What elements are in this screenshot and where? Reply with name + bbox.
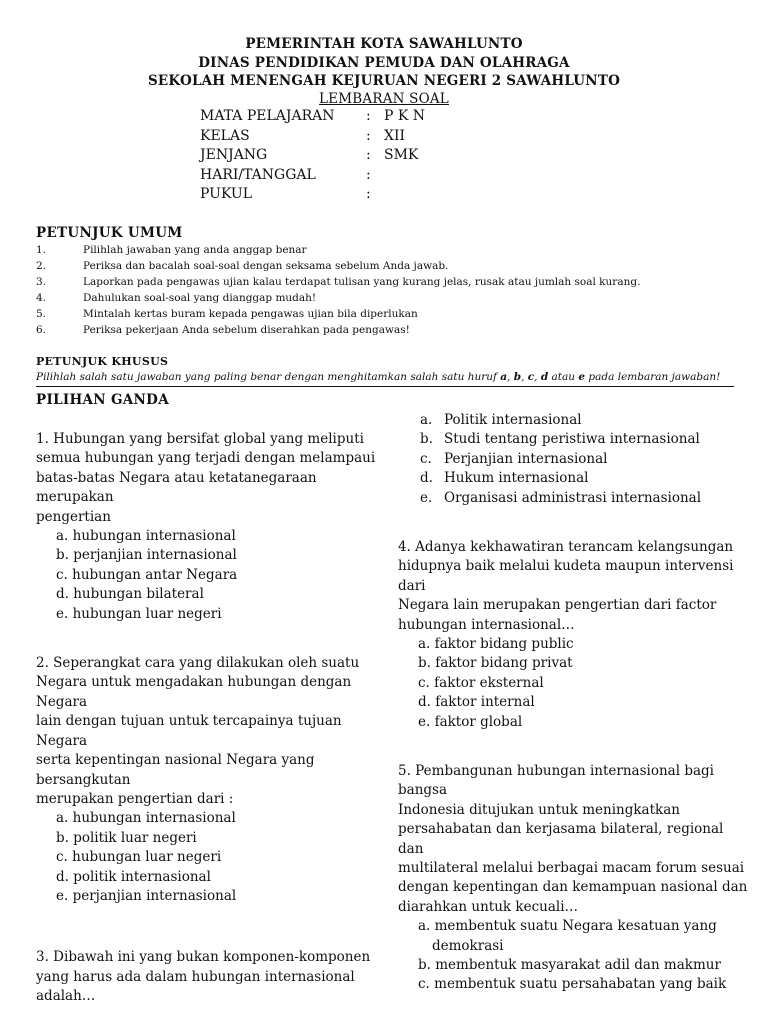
instruction-text: Mintalah kertas buram kepada pengawas ujian bila diperlukan [83, 308, 418, 320]
spacer [398, 508, 748, 538]
answer-option[interactable]: c. hubungan antar Negara [56, 566, 238, 583]
question-4 [398, 538, 748, 732]
meta-colon: : [366, 167, 371, 183]
question-line: semua hubungan yang terjadi dengan melampaui [36, 450, 376, 467]
meta-colon: : [366, 108, 371, 124]
instruction-num: 3. [36, 276, 47, 288]
question-line: persahabatan dan kerjasama bilateral, regional dan [398, 821, 724, 857]
answer-option[interactable] [420, 489, 748, 508]
question-line: yang harus ada dalam hubungan internasional [36, 968, 355, 985]
question-line: serta kepentingan nasional Negara yang bersangkutan [36, 752, 315, 788]
option-text: Perjanjian internasional [444, 450, 608, 467]
answer-option[interactable]: d. politik internasional [56, 868, 211, 885]
answer-option[interactable]: a. hubungan internasional [56, 810, 236, 827]
answer-option[interactable] [420, 469, 748, 488]
answer-option[interactable]: e. perjanjian internasional [56, 887, 237, 904]
left-column [36, 430, 386, 1007]
instruction-num: 4. [36, 292, 47, 304]
question-5 [398, 762, 748, 995]
answer-option[interactable]: a. faktor bidang public [418, 635, 574, 652]
question-line: hidupnya baik melalui kudeta maupun intervensi dari [398, 558, 734, 594]
meta-key: MATA PELAJARAN [200, 108, 335, 124]
question-3 [36, 948, 386, 1006]
right-column [398, 411, 748, 995]
answer-option[interactable] [420, 411, 748, 430]
meta-value: P K N [384, 108, 426, 124]
question-line: merupakan pengertian dari : [36, 790, 234, 807]
answer-option[interactable]: c. membentuk suatu persahabatan yang baik [418, 976, 727, 993]
question-line: lain dengan tujuan untuk tercapainya tujuan Negara [36, 713, 342, 749]
instruction-text: Laporkan pada pengawas ujian kalau terdapat tulisan yang kurang jelas, rusak atau jumlah soal kurang. [83, 276, 641, 288]
meta-key: KELAS [200, 128, 250, 144]
answer-option[interactable]: b. membentuk masyarakat adil dan makmur [418, 957, 721, 974]
meta-colon: : [366, 147, 371, 163]
question-line: diarahkan untuk kecuali… [398, 898, 579, 915]
answer-option[interactable]: e. faktor global [418, 713, 523, 730]
multiple-choice-title: PILIHAN GANDA [36, 392, 169, 408]
answer-option[interactable] [420, 450, 748, 469]
option-letter: d. [420, 470, 433, 487]
answer-option[interactable]: b. perjanjian internasional [56, 547, 237, 564]
question-line: 1. Hubungan yang bersifat global yang meliputi [36, 431, 364, 447]
option-text: Politik internasional [444, 412, 582, 428]
instruction-num: 5. [36, 308, 47, 320]
meta-colon: : [366, 186, 371, 202]
option-letter: a. [420, 412, 433, 428]
question-3-options [398, 411, 748, 508]
answer-option[interactable]: a. membentuk suatu Negara kesatuan yang [418, 918, 717, 935]
option-text: Studi tentang peristiwa internasional [444, 431, 700, 448]
option-letter: b. [420, 431, 433, 448]
question-line: adalah… [36, 988, 96, 1005]
answer-option[interactable]: d. faktor internal [418, 694, 535, 711]
meta-value: SMK [384, 147, 419, 163]
spacer [36, 624, 386, 654]
question-line: multilateral melalui berbagai macam forum sesuai [398, 860, 745, 877]
answer-option[interactable]: d. hubungan bilateral [56, 586, 204, 603]
answer-option[interactable] [420, 430, 748, 449]
question-line: Negara untuk mengadakan hubungan dengan Negara [36, 674, 352, 710]
meta-value: XII [384, 128, 406, 144]
question-line: 5. Pembangunan hubungan internasional bagi bangsa [398, 763, 714, 799]
question-line: 2. Seperangkat cara yang dilakukan oleh suatu [36, 655, 360, 672]
question-line: batas-batas Negara atau ketatanegaraan merupakan [36, 469, 317, 506]
header-line-3: SEKOLAH MENENGAH KEJURUAN NEGERI 2 SAWAHLUNTO [147, 73, 621, 89]
instruction-text: Periksa dan bacalah soal-soal dengan seksama sebelum Anda jawab. [83, 260, 449, 272]
option-letter: e. [420, 489, 433, 506]
option-text: Hukum internasional [444, 470, 589, 487]
instruction-num: 2. [36, 260, 47, 272]
answer-option[interactable]: b. politik luar negeri [56, 829, 197, 846]
instruction-text: Periksa pekerjaan Anda sebelum diserahkan pada pengawas! [83, 324, 410, 336]
answer-option[interactable]: c. faktor eksternal [418, 674, 544, 691]
instruction-text: Pilihlah jawaban yang anda anggap benar [83, 244, 307, 256]
question-line: dengan kepentingan dan kemampuan nasional dan [398, 879, 748, 896]
instruction-num: 1. [36, 244, 47, 256]
answer-option[interactable]: b. faktor bidang privat [418, 655, 573, 672]
meta-key: JENJANG [200, 147, 268, 163]
question-line: hubungan internasional… [398, 616, 575, 633]
instruction-text: Dahulukan soal-soal yang dianggap mudah! [83, 292, 317, 304]
specific-instructions-title: PETUNJUK KHUSUS [36, 355, 169, 368]
spacer [398, 732, 748, 762]
header-line-4: LEMBARAN SOAL [319, 91, 449, 107]
question-line: Negara lain merupakan pengertian dari factor [398, 597, 717, 614]
option-letter: c. [420, 450, 432, 467]
answer-option[interactable]: a. hubungan internasional [56, 528, 236, 545]
question-1 [36, 430, 386, 624]
question-line: Indonesia ditujukan untuk meningkatkan [398, 801, 680, 818]
specific-instructions-text: Pilihlah salah satu jawaban yang paling benar dengan menghitamkan salah satu huruf a, b, c, d atau e pada lembaran jawaban! [36, 371, 721, 383]
answer-option[interactable]: e. hubungan luar negeri [56, 605, 222, 622]
question-line: pengertian [36, 508, 111, 525]
question-line: 4. Adanya kekhawatiran terancam kelangsungan [398, 538, 734, 555]
instruction-num: 6. [36, 324, 47, 336]
meta-key: HARI/TANGGAL [200, 167, 316, 183]
header-line-2: DINAS PENDIDIKAN PEMUDA DAN OLAHRAGA [198, 55, 570, 71]
meta-key: PUKUL [200, 186, 253, 202]
general-instructions-title: PETUNJUK UMUM [36, 225, 183, 241]
spacer [36, 906, 386, 948]
answer-option[interactable]: c. hubungan luar negeri [56, 849, 222, 866]
question-line: 3. Dibawah ini yang bukan komponen-komponen [36, 949, 371, 966]
header-line-1: PEMERINTAH KOTA SAWAHLUNTO [245, 36, 523, 52]
divider [36, 386, 734, 387]
option-text: Organisasi administrasi internasional [444, 489, 702, 506]
meta-colon: : [366, 128, 371, 144]
answer-option-continuation: demokrasi [432, 937, 504, 954]
question-2 [36, 654, 386, 906]
